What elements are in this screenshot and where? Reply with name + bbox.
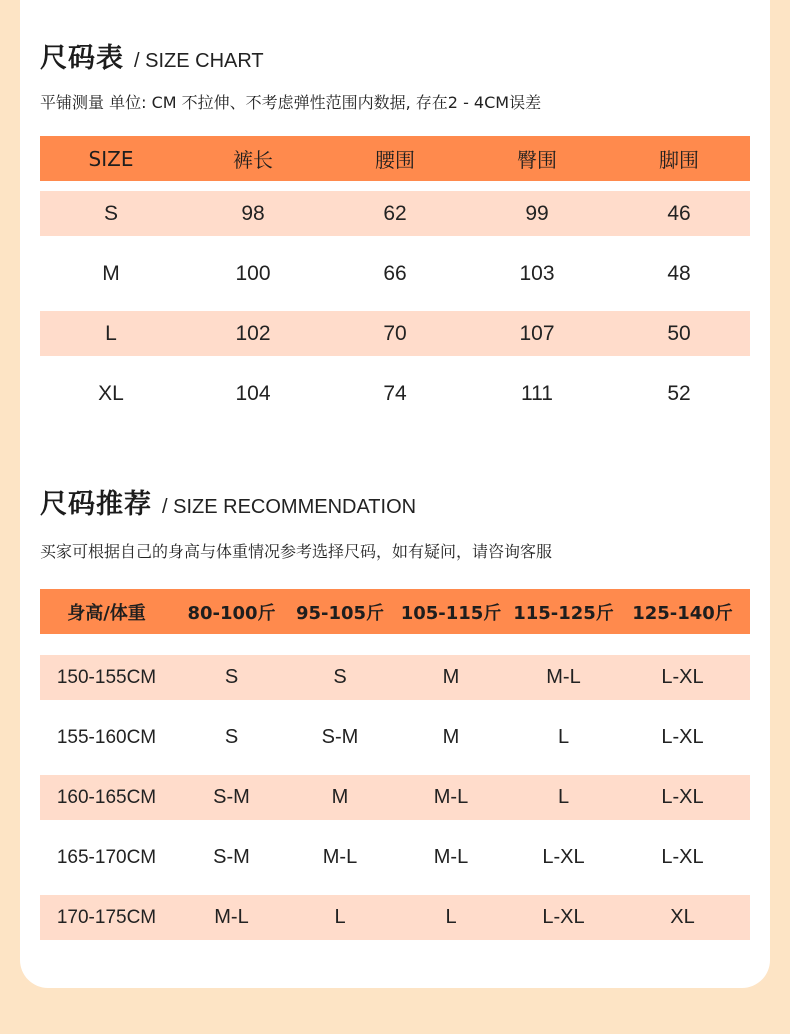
table-cell: S: [224, 726, 239, 748]
header-cell-hip: 臀围: [517, 148, 557, 172]
header-cell-size: SIZE: [88, 146, 134, 171]
table-cell: L-XL: [542, 846, 585, 868]
table-cell: L: [334, 906, 346, 928]
table-cell: 48: [667, 261, 691, 285]
size-chart-table: [40, 136, 750, 416]
table-cell: S: [103, 201, 118, 225]
table-cell: 50: [667, 321, 691, 345]
table-cell: L-XL: [661, 666, 704, 688]
header-cell-weight-2: 95-105斤: [295, 602, 385, 624]
table-cell: L: [557, 786, 570, 808]
table-cell: 150-155CM: [56, 666, 157, 688]
table-row: [40, 251, 750, 296]
table-cell: M-L: [214, 906, 249, 928]
recommendation-title-en: / SIZE RECOMMENDATION: [162, 496, 417, 518]
table-cell: M-L: [433, 786, 469, 808]
table-cell: S: [333, 666, 347, 688]
size-chart-title-en: / SIZE CHART: [134, 50, 264, 72]
table-cell: 165-170CM: [56, 846, 157, 868]
table-row: [40, 371, 750, 416]
table-row: [40, 895, 750, 940]
table-cell: S-M: [213, 846, 250, 868]
table-cell: 66: [383, 261, 407, 285]
recommendation-header-row: [40, 589, 750, 634]
table-cell: S-M: [321, 726, 359, 748]
table-cell: L-XL: [661, 726, 704, 748]
table-cell: M-L: [322, 846, 358, 868]
table-cell: 104: [235, 381, 271, 405]
recommendation-title-cn: 尺码推荐: [40, 489, 152, 520]
header-cell-weight-4: 115-125斤: [513, 602, 614, 624]
table-cell: M: [102, 261, 120, 285]
table-row: [40, 715, 750, 760]
table-row: [40, 191, 750, 236]
table-cell: S-M: [213, 786, 250, 808]
recommendation-title: [40, 482, 416, 521]
table-cell: XL: [98, 381, 124, 405]
table-cell: 74: [383, 381, 407, 405]
recommendation-note: 买家可根据自己的身高与体重情况参考选择尺码，如有疑问，请咨询客服: [40, 542, 553, 561]
header-cell-height-weight: 身高/体重: [67, 602, 146, 624]
table-cell: L: [105, 321, 117, 345]
size-chart-note: 平铺测量 单位: CM 不拉伸、不考虑弹性范围内数据, 存在2 - 4CM误差: [40, 93, 542, 112]
table-cell: 46: [667, 201, 691, 225]
table-cell: L-XL: [542, 906, 585, 928]
table-cell: 155-160CM: [56, 726, 157, 748]
table-cell: M-L: [433, 846, 469, 868]
table-cell: 52: [667, 381, 691, 405]
size-chart-title-cn: 尺码表: [40, 43, 124, 74]
table-cell: M: [442, 726, 460, 748]
table-cell: 98: [241, 201, 265, 225]
table-row: [40, 835, 750, 880]
table-cell: 100: [235, 261, 271, 285]
recommendation-table: [40, 589, 750, 940]
table-cell: M: [442, 666, 460, 688]
table-cell: 111: [521, 381, 553, 405]
table-cell: 160-165CM: [56, 786, 157, 808]
table-row: [40, 655, 750, 700]
table-cell: 102: [235, 321, 271, 345]
header-cell-waist: 腰围: [375, 148, 415, 172]
header-cell-weight-1: 80-100斤: [187, 602, 276, 624]
header-cell-hem: 脚围: [659, 148, 699, 172]
table-cell: 103: [519, 261, 555, 285]
table-cell: XL: [670, 906, 695, 928]
table-cell: S: [224, 666, 239, 688]
table-cell: 99: [525, 201, 549, 225]
table-cell: M: [331, 786, 349, 808]
table-cell: 170-175CM: [56, 906, 157, 928]
table-cell: 62: [383, 201, 407, 225]
table-cell: M-L: [546, 666, 581, 688]
size-chart-title: [40, 36, 264, 75]
table-cell: L-XL: [661, 846, 704, 868]
header-cell-weight-5: 125-140斤: [632, 602, 733, 624]
table-cell: L-XL: [661, 786, 704, 808]
header-cell-weight-3: 105-115斤: [400, 602, 502, 624]
table-cell: L: [557, 726, 570, 748]
table-row: [40, 311, 750, 356]
size-chart-header-row: [40, 136, 750, 181]
table-cell: 70: [383, 321, 407, 345]
table-row: [40, 775, 750, 820]
table-cell: 107: [519, 321, 555, 345]
table-cell: L: [445, 906, 457, 928]
header-cell-length: 裤长: [233, 148, 273, 172]
